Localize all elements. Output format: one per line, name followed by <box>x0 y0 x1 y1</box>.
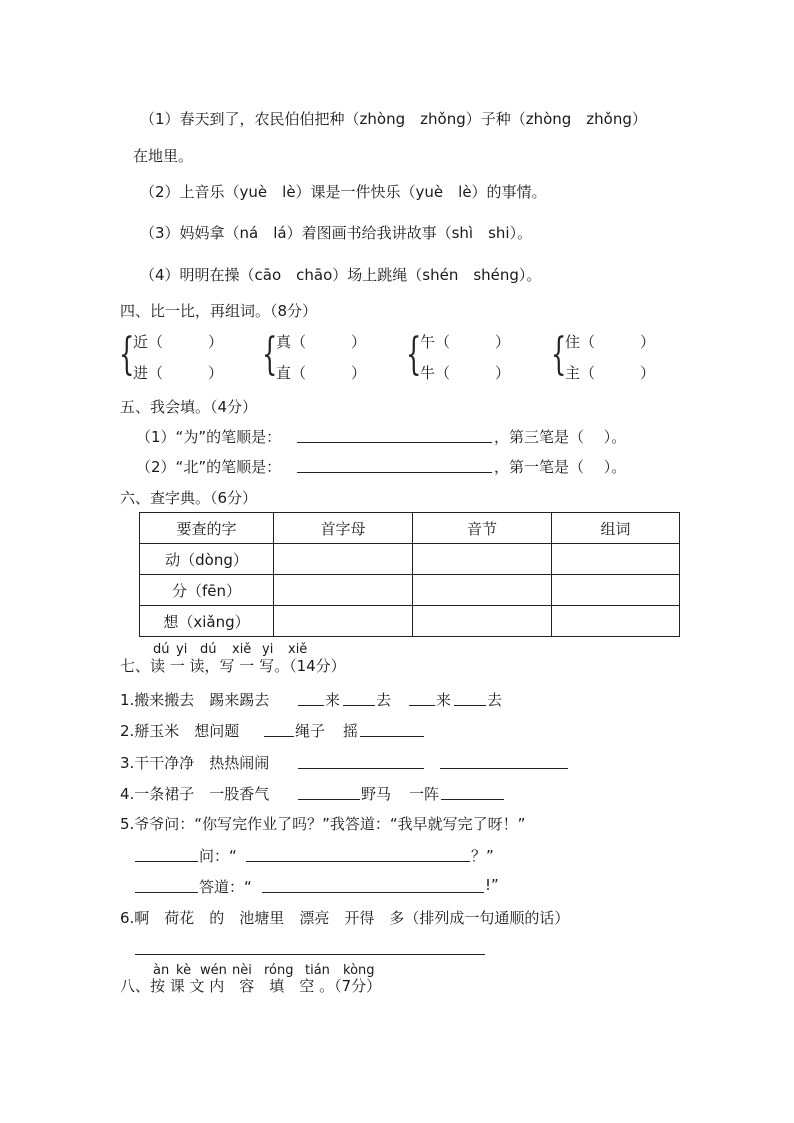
table-cell[interactable] <box>413 544 552 575</box>
table-row <box>140 575 680 606</box>
table-row <box>140 606 680 637</box>
pair1-top: 近（ ） <box>133 333 224 351</box>
s7-q1-fill-d: 去 <box>487 691 503 709</box>
table-row <box>140 544 680 575</box>
s5-q2-prefix: （2）“北”的笔顺是： <box>136 458 282 476</box>
pinyin-xie: xiě <box>288 642 308 657</box>
table-header: 要查的字 <box>140 513 274 544</box>
q2: （2）上音乐（yuè lè）课是一件快乐（yuè lè）的事情。 <box>140 183 547 201</box>
s7-q4-blank[interactable] <box>441 799 504 800</box>
section7-title: 七、读 一 读，写 一 写。（14分） <box>120 657 346 675</box>
s7-q5-blank[interactable] <box>262 892 484 893</box>
s7-q2-blank[interactable] <box>360 736 424 737</box>
s7-q5: 5.爷爷问：“你写完作业了吗？”我答道：“我早就写完了呀！” <box>120 815 526 833</box>
q1-line1: （1）春天到了，农民伯伯把种（zhòng zhǒng）子种（zhòng zhǒng） <box>140 110 647 128</box>
s7-q2: 2.掰玉米 想问题 <box>120 722 240 740</box>
pinyin-ke: kè <box>176 963 192 978</box>
table-header: 首字母 <box>274 513 413 544</box>
q3: （3）妈妈拿（ná lá）着图画书给我讲故事（shì shi）。 <box>140 224 533 242</box>
s7-q6: 6.啊 荷花 的 池塘里 漂亮 开得 多（排列成一句通顺的话） <box>120 909 570 927</box>
s7-q3-blank[interactable] <box>440 768 568 769</box>
s7-q2-fill-a: 绳子 <box>295 722 326 740</box>
s7-q5-blank[interactable] <box>135 861 198 862</box>
s7-q1-fill-c: 来 <box>436 691 452 709</box>
s7-q5-line1-end: ？” <box>471 847 494 865</box>
s7-q4-blank[interactable] <box>298 799 360 800</box>
brace-icon: { <box>262 329 278 380</box>
table-header: 音节 <box>413 513 552 544</box>
s5-q1-prefix: （1）“为”的笔顺是： <box>136 428 282 446</box>
q4: （4）明明在操（cāo chāo）场上跳绳（shén shéng）。 <box>140 266 542 284</box>
table-cell[interactable] <box>274 544 413 575</box>
brace-icon: { <box>551 329 567 380</box>
pair2-bottom: 直（ ） <box>276 364 367 382</box>
q1-line2: 在地里。 <box>133 147 194 165</box>
section6-title: 六、查字典。（6分） <box>120 489 258 507</box>
table-cell[interactable] <box>552 606 680 637</box>
pair3-bottom: 牛（ ） <box>420 364 511 382</box>
pinyin-du: dú <box>200 642 217 657</box>
s7-q2-fill-b: 摇 <box>343 722 359 740</box>
table-header-row <box>140 513 680 544</box>
pinyin-yi: yi <box>262 642 274 657</box>
s7-q6-blank[interactable] <box>135 954 485 955</box>
s5-q2-suffix: ，第一笔是（ ）。 <box>494 458 627 476</box>
brace-icon: { <box>406 329 422 380</box>
pair4-top: 住（ ） <box>565 333 656 351</box>
s7-q1-fill-b: 去 <box>376 691 392 709</box>
table-cell[interactable] <box>413 575 552 606</box>
s7-q4-fill-b: 一阵 <box>409 785 440 803</box>
s7-q1: 1.搬来搬去 踢来踢去 <box>120 691 270 709</box>
pair4-bottom: 主（ ） <box>565 364 656 382</box>
s7-q2-blank[interactable] <box>264 736 294 737</box>
pinyin-rong: róng <box>264 963 294 978</box>
pair3-top: 午（ ） <box>420 333 511 351</box>
s7-q4: 4.一条裙子 一股香气 <box>120 785 270 803</box>
table-cell[interactable] <box>274 606 413 637</box>
section4-title: 四、比一比，再组词。（8分） <box>120 302 318 320</box>
table-cell: 想（xiǎng） <box>140 606 274 637</box>
s7-q3: 3.干干净净 热热闹闹 <box>120 754 270 772</box>
s7-q1-blank[interactable] <box>454 705 486 706</box>
table-cell[interactable] <box>274 575 413 606</box>
pair1-bottom: 进（ ） <box>133 364 224 382</box>
s7-q4-fill-a: 野马 <box>361 785 392 803</box>
table-cell: 动（dòng） <box>140 544 274 575</box>
s7-q1-blank[interactable] <box>298 705 324 706</box>
s7-q5-blank[interactable] <box>246 861 470 862</box>
pinyin-xie: xiě <box>232 642 252 657</box>
table-header: 组词 <box>552 513 680 544</box>
s7-q5-line2-mid: 答道：“ <box>199 878 252 896</box>
pinyin-an: àn <box>153 963 170 978</box>
section5-title: 五、我会填。（4分） <box>120 398 258 416</box>
table-cell[interactable] <box>552 544 680 575</box>
s7-q1-blank[interactable] <box>409 705 435 706</box>
s7-q5-line2-end: !” <box>485 876 499 894</box>
s5-q2-blank[interactable] <box>297 472 492 473</box>
s5-q1-blank[interactable] <box>297 442 492 443</box>
pinyin-yi: yi <box>176 642 188 657</box>
pinyin-du: dú <box>153 642 170 657</box>
pair2-top: 真（ ） <box>276 333 367 351</box>
pinyin-nei: nèi <box>232 963 252 978</box>
s7-q3-blank[interactable] <box>298 768 424 769</box>
pinyin-wen: wén <box>200 963 227 978</box>
s7-q1-fill-a: 来 <box>325 691 341 709</box>
table-cell: 分（fēn） <box>140 575 274 606</box>
pinyin-tian: tián <box>305 963 330 978</box>
section8-title: 八、按 课 文 内 容 填 空 。（7分） <box>120 977 382 995</box>
dictionary-table <box>139 512 680 637</box>
brace-icon: { <box>119 329 135 380</box>
table-cell[interactable] <box>552 575 680 606</box>
s5-q1-suffix: ，第三笔是（ ）。 <box>494 428 627 446</box>
s7-q1-blank[interactable] <box>343 705 375 706</box>
table-cell[interactable] <box>413 606 552 637</box>
pinyin-kong: kòng <box>343 963 375 978</box>
s7-q5-blank[interactable] <box>135 892 198 893</box>
s7-q5-line1-mid: 问：“ <box>199 847 237 865</box>
